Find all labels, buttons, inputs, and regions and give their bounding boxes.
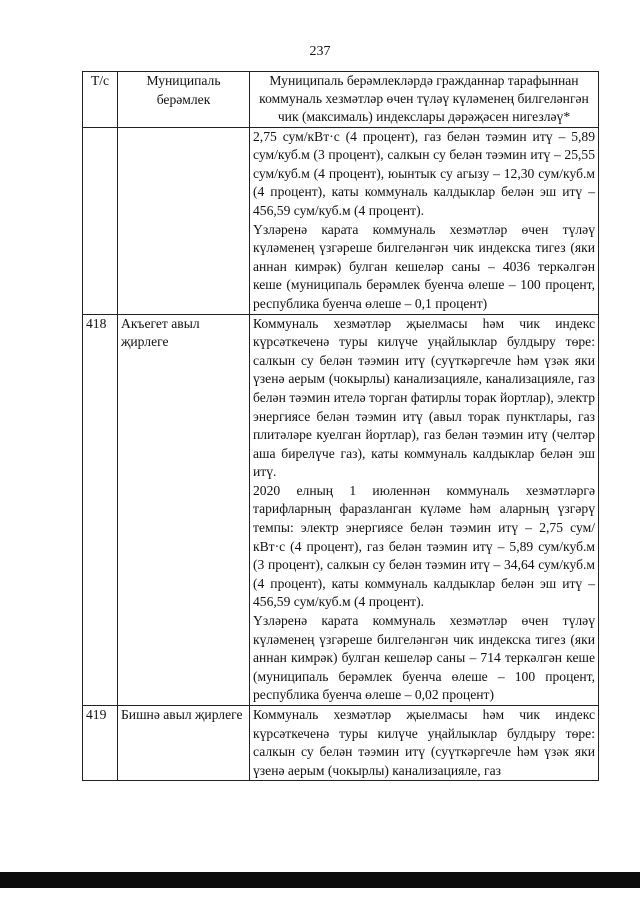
row-municipality: Бишнә авыл җирлеге — [118, 706, 250, 781]
description-paragraph: Үзләренә карата коммуналь хезмәтләр өчен түләү күләменең үзгәреше билгеләнгән чик индекска тигез (яки аннан кимрәк) булган кешеләр саны – 714 теркәлгән кеше (муниципаль берәмлек буенча өлеше – 100 процент, республика буенча өлеше – 0,02 процент) — [253, 613, 595, 703]
scan-bottom-border — [0, 872, 640, 888]
row-description — [250, 127, 599, 314]
header-description: Муниципаль берәмлекләрдә гражданнар тарафыннан коммуналь хезмәтләр өчен түләү күләменең билгеләнгән чик (максималь) индекслары дәрәҗәсен нигезләү* — [250, 72, 599, 128]
header-number: Т/с — [83, 72, 118, 128]
description-paragraph: Коммуналь хезмәтләр җыелмасы һәм чик индекс күрсәткеченә туры килүче уңайлыклар булдыру төре: салкын су белән тәэмин итү (суүткәргечле һәм үзәк яки үзенә аерым (чокырлы) канализацияле, канализацияле, газ белән тәэмин ителә торган фатирлы торак йортлар), электр энергиясе белән тәэмин итү (авыл торак пунктлары, газ плитәләре куелган йортлар), газ белән тәэмин итү (челтәр аша бирелүче газ), каты коммуналь калдыклар белән эш итү. — [253, 315, 595, 480]
row-number: 418 — [83, 314, 118, 705]
table-row — [83, 127, 599, 314]
description-paragraph: 2020 елның 1 июленнән коммуналь хезмәтләргә тарифларның фаразланган күләме һәм аларның үзгәрү темпы: электр энергиясе белән тәэмин итү – 2,75 сум/кВт·с (4 процент), газ белән тәэмин итү – 5,89 сум/куб.м (3 процент), салкын су белән тәэмин итү – 34,64 сум/куб.м (4 процент), каты коммуналь калдыклар белән эш итү – 456,59 сум/куб.м (4 процент). — [253, 482, 595, 610]
table-row — [83, 706, 599, 781]
row-description — [250, 314, 599, 705]
table-header-row — [83, 72, 599, 128]
description-paragraph: Үзләренә карата коммуналь хезмәтләр өчен түләү күләменең үзгәреше билгеләнгән чик индекска тигез (яки аннан кимрәк) булган кешеләр саны – 4036 теркәлгән кеше (муниципаль берәмлек буенча өлеше – 100 процент, республика буенча өлеше – 0,1 процент) — [253, 221, 595, 311]
page-number: 237 — [309, 44, 331, 59]
description-paragraph: 2,75 сум/кВт·с (4 процент), газ белән тәэмин итү – 5,89 сум/куб.м (3 процент), салкын су белән тәэмин итү – 25,55 сум/куб.м (4 процент), юынтык су агызу – 12,30 сум/куб.м (4 процент), каты коммуналь калдыклар белән эш итү – 456,59 сум/куб.м (4 процент). — [253, 128, 595, 218]
row-description — [250, 706, 599, 781]
description-paragraph: Коммуналь хезмәтләр җыелмасы һәм чик индекс күрсәткеченә туры килүче уңайлыклар булдыру төре: салкын су белән тәэмин итү (суүткәргечле һәм үзәк яки үзенә аерым (чокырлы) канализацияле, газ — [253, 707, 595, 778]
header-municipality: Муниципаль берәмлек — [118, 72, 250, 128]
row-number — [83, 127, 118, 314]
row-municipality — [118, 127, 250, 314]
row-number: 419 — [83, 706, 118, 781]
table-row — [83, 314, 599, 705]
row-municipality: Акъегет авыл җирлеге — [118, 314, 250, 705]
municipal-indices-table — [82, 71, 599, 781]
